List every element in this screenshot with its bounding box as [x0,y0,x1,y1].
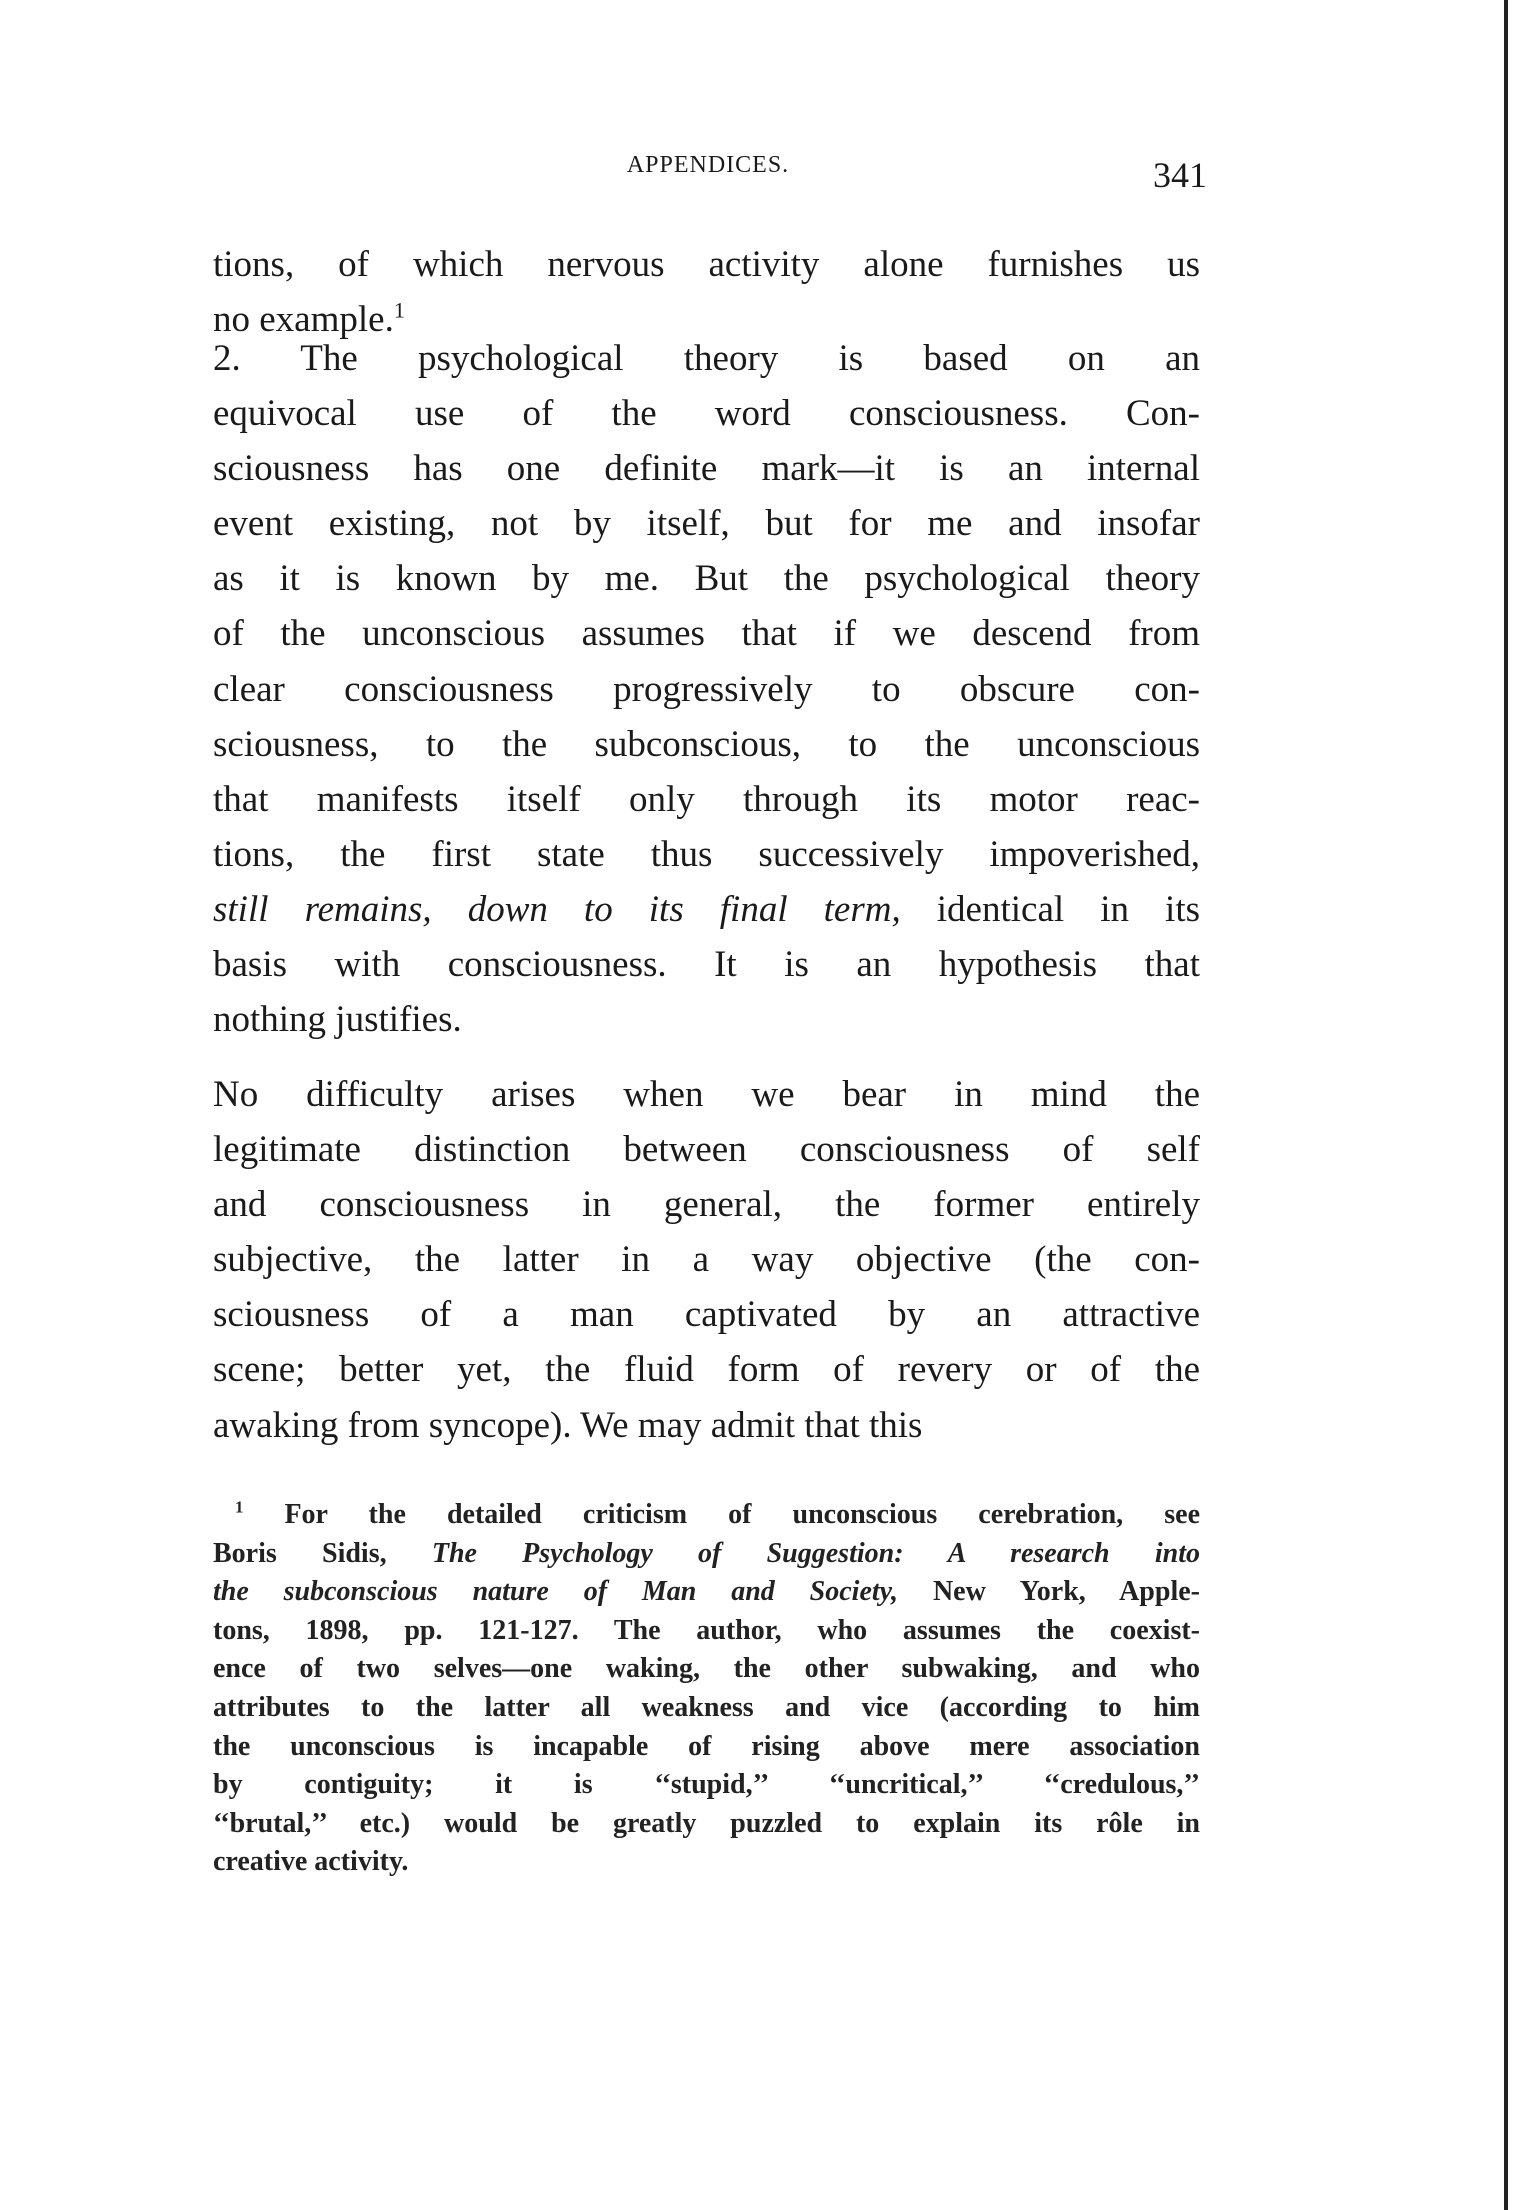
text-segment: identical in its [900,888,1200,930]
text-line [213,551,1200,606]
text-segment: sciousness has one definite mark—it is an internal [213,448,1200,490]
text-line [213,992,1200,1047]
text-line [213,386,1200,441]
text-segment: ‘‘brutal,’’ etc.) would be greatly puzzled to explain its rôle in [213,1807,1200,1839]
text-line [213,1122,1200,1177]
text-segment: the subconscious nature of Man and Society, [213,1576,899,1608]
text-segment: nothing justifies. [213,999,462,1041]
text-segment: of the unconscious assumes that if we descend from [213,613,1200,655]
text-segment: clear consciousness progressively to obscure con- [213,668,1200,710]
text-segment: the unconscious is incapable of rising above mere association [213,1730,1200,1762]
text-line [213,1067,1200,1122]
text-segment: legitimate distinction between consciousness of self [213,1129,1200,1171]
text-line [213,662,1200,717]
footnote-marker: 1 [235,1497,244,1517]
text-line [213,1232,1200,1287]
page-edge-divider [1504,0,1508,2210]
text-line [213,1612,1200,1651]
text-line [213,1573,1200,1612]
text-segment: Boris Sidis, [213,1537,432,1569]
page-header [213,150,1207,195]
text-segment: awaking from syncope). We may admit that this [213,1404,923,1446]
text-segment: The Psychology of Suggestion: A research into [431,1537,1200,1569]
text-line [213,441,1200,496]
page-number: 341 [1153,155,1207,195]
text-line [213,1535,1200,1574]
text-line [213,1766,1200,1805]
text-line [213,1287,1200,1342]
text-segment: ence of two selves—one waking, the other subwaking, and who [213,1653,1200,1685]
text-segment: that manifests itself only through its motor reac- [213,778,1200,820]
footnote [213,1496,1200,1882]
text-line [213,1728,1200,1767]
text-line [213,1805,1200,1844]
text-segment: tons, 1898, pp. 121-127. The author, who assumes the coexist- [213,1614,1200,1646]
text-line [213,331,1200,386]
text-segment: and consciousness in general, the former entirely [213,1184,1200,1226]
text-line [213,237,1200,292]
text-segment: tions, the first state thus successively impoverished, [213,833,1200,875]
text-segment: attributes to the latter all weakness and vice (according to him [213,1691,1200,1723]
text-segment: tions, of which nervous activity alone furnishes us [213,244,1200,285]
text-segment: 2. The psychological theory is based on an [213,338,1200,379]
text-line [213,606,1200,661]
footnote-marker: 1 [393,297,405,323]
text-line [213,1689,1200,1728]
text-segment: sciousness, to the subconscious, to the unconscious [213,723,1200,765]
text-line [213,496,1200,551]
text-segment: creative activity. [213,1846,409,1878]
text-segment: as it is known by me. But the psychological theory [213,558,1200,600]
text-segment: No difficulty arises when we bear in mind the [213,1074,1200,1115]
paragraph-no-difficulty [213,1067,1200,1453]
text-segment: by contiguity; it is ‘‘stupid,’’ ‘‘uncritical,’’ ‘‘credulous,’’ [213,1769,1200,1801]
text-segment: New York, Apple- [898,1576,1200,1608]
text-segment: still remains, down to its final term, [213,888,901,930]
text-segment: For the detailed criticism of unconscious cerebration, see [243,1499,1200,1530]
text-line [213,827,1200,882]
text-line [213,882,1200,937]
text-segment: equivocal use of the word consciousness. Con- [213,393,1200,435]
text-line [213,1177,1200,1232]
text-segment: sciousness of a man captivated by an attractive [213,1294,1200,1336]
text-segment: event existing, not by itself, but for me and insofar [213,503,1200,545]
text-line [213,717,1200,772]
paragraph-point-2 [213,331,1200,1047]
text-segment: scene; better yet, the fluid form of revery or of the [213,1349,1200,1391]
text-line [213,772,1200,827]
text-segment: no example. [213,299,394,341]
text-line [213,1843,1200,1882]
text-line [213,1650,1200,1689]
text-line [213,937,1200,992]
text-segment: basis with consciousness. It is an hypothesis that [213,944,1200,986]
text-line [213,1496,1200,1535]
text-segment: subjective, the latter in a way objective (the con- [213,1239,1200,1281]
running-head: APPENDICES. [626,152,790,178]
text-line [213,1398,1200,1453]
text-line [213,1342,1200,1397]
